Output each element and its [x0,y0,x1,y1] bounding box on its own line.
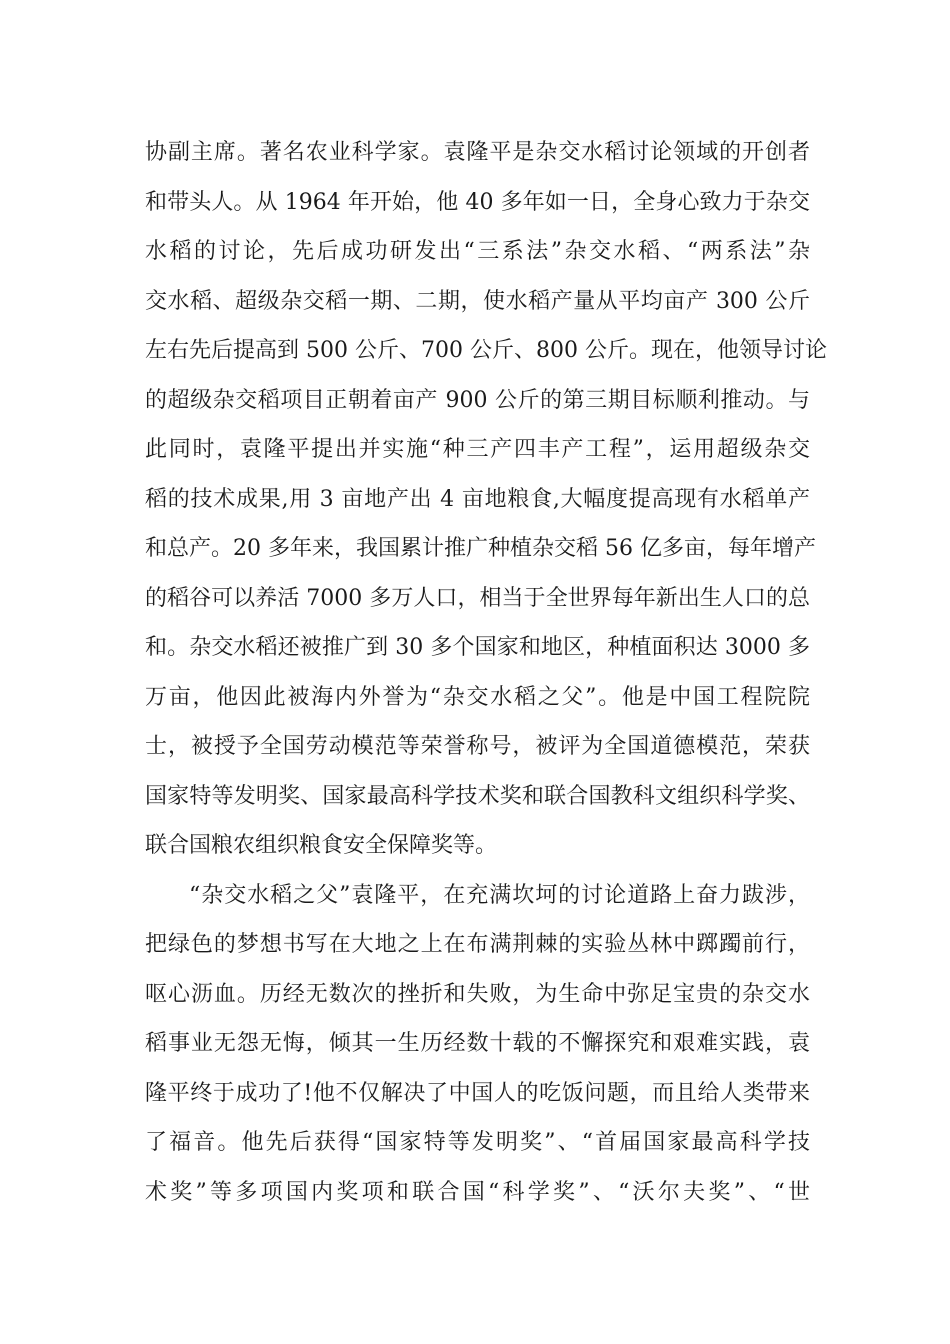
text-line: 万亩，他因此被海内外誉为“杂交水稻之父”。他是中国工程院院 [145,684,810,710]
text-line: 士，被授予全国劳动模范等荣誉称号，被评为全国道德模范，荣获 [145,734,810,759]
text-line: 稻事业无怨无悔，倾其一生历经数十载的不懈探究和艰难实践，袁 [145,1031,810,1056]
text-line: 把绿色的梦想书写在大地之上在布满荆棘的实验丛林中踯躅前行， [145,932,810,957]
text-line: “杂交水稻之父”袁隆平，在充满坎坷的讨论道路上奋力跋涉， [189,882,810,908]
text-line: 了福音。他先后获得“国家特等发明奖”、“首届国家最高科学技 [145,1130,810,1155]
text-line: 的超级杂交稻项目正朝着亩产 900 公斤的第三期目标顺利推动。与 [145,387,810,413]
text-line: 国家特等发明奖、国家最高科学技术奖和联合国教科文组织科学奖、 [145,783,810,809]
text-line: 此同时，袁隆平提出并实施“种三产四丰产工程”，运用超级杂交 [145,437,810,462]
body-text [145,133,827,1222]
text-line: 和带头人。从 1964 年开始，他 40 多年如一日，全身心致力于杂交 [145,189,810,215]
text-line: 和。杂交水稻还被推广到 30 多个国家和地区，种植面积达 3000 多 [145,635,810,660]
text-line: 和总产。20 多年来，我国累计推广种植杂交稻 56 亿多亩，每年增产 [145,536,816,561]
text-line: 水稻的讨论，先后成功研发出“三系法”杂交水稻、“两系法”杂 [145,239,810,264]
text-line: 术奖”等多项国内奖项和联合国“科学奖”、“沃尔夫奖”、“世 [145,1179,810,1205]
text-line: 左右先后提高到 500 公斤、700 公斤、800 公斤。现在，他领导讨论 [145,338,827,363]
text-line: 稻的技术成果,用 3 亩地产出 4 亩地粮食,大幅度提高现有水稻单产 [145,486,810,512]
text-line: 协副主席。著名农业科学家。袁隆平是杂交水稻讨论领域的开创者 [145,140,810,165]
text-line: 联合国粮农组织粮食安全保障奖等。 [145,833,498,858]
text-line: 交水稻、超级杂交稻一期、二期，使水稻产量从平均亩产 300 公斤 [145,288,810,314]
text-line: 的稻谷可以养活 7000 多万人口，相当于全世界每年新出生人口的总 [145,585,810,611]
paragraph-1 [145,133,827,876]
text-line: 隆平终于成功了!他不仅解决了中国人的吃饭问题，而且给人类带来 [145,1080,810,1106]
text-line: 呕心沥血。历经无数次的挫折和失败，为生命中弥足宝贵的杂交水 [145,981,810,1007]
paragraph-2 [145,876,810,1223]
